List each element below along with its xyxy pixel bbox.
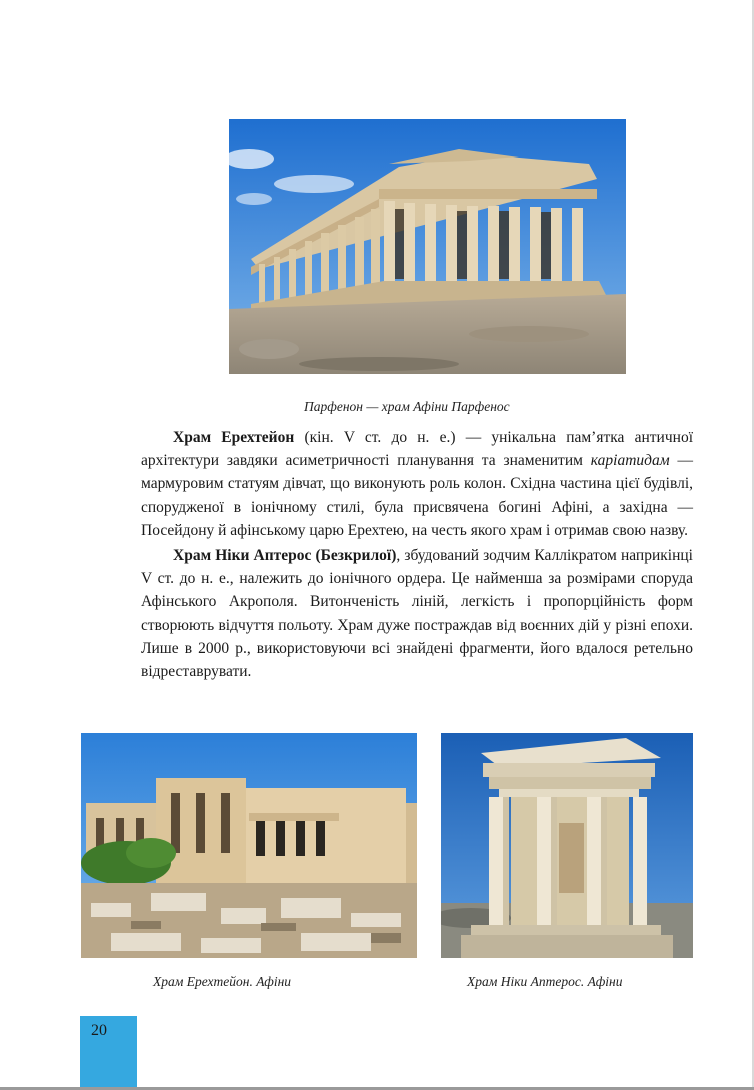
page-number: 20: [91, 1022, 107, 1039]
erechtheion-photo: [81, 733, 417, 958]
paragraph-erechtheion: [141, 426, 693, 542]
parthenon-photo: [229, 119, 626, 374]
parthenon-caption: Парфенон — храм Афіни Парфенос: [304, 399, 510, 414]
page-number-tab: [80, 1016, 137, 1087]
paragraph-text: — мармуровим статуям дівчат, що виконують роль колон. Східна частина цієї будівлі, спорудженої в іонічному стилі, була присвячена богині Афіні, а західна — Посейдону й афінському царю Ерехтею, на честь якого храм і отримав свою назву.: [141, 452, 693, 539]
paragraph-lead: Храм Ніки Аптерос (Безкрилої): [173, 547, 397, 565]
nike-temple-photo: [441, 733, 693, 958]
body-text: [141, 426, 693, 683]
nike-temple-caption: Храм Ніки Аптерос. Афіни: [467, 974, 623, 989]
emphasis-term: каріатидам: [590, 452, 670, 470]
paragraph-text: , збудований зодчим Каллікратом наприкінці V ст. до н. е., належить до іонічного ордера. Це найменша за розмірами споруда Афінського Акрополя. Витонченість ліній, легкість і пропорційність форм створюють відчуття польоту. Храм дуже постраждав від воєнних дій у різні епохи. Лише в 2000 р., використовуючи всі знайдені фрагменти, його вдалося ретельно відреставрувати.: [141, 547, 693, 681]
paragraph-text: (кін. V ст. до н. е.) — унікальна пам’ятка античної архітектури завдяки асиметричності планування та знаменитим: [141, 429, 693, 470]
erechtheion-caption: Храм Ерехтейон. Афіни: [153, 974, 292, 989]
paragraph-lead: Храм Ерехтейон: [173, 429, 295, 446]
paragraph-nike: [141, 544, 693, 683]
